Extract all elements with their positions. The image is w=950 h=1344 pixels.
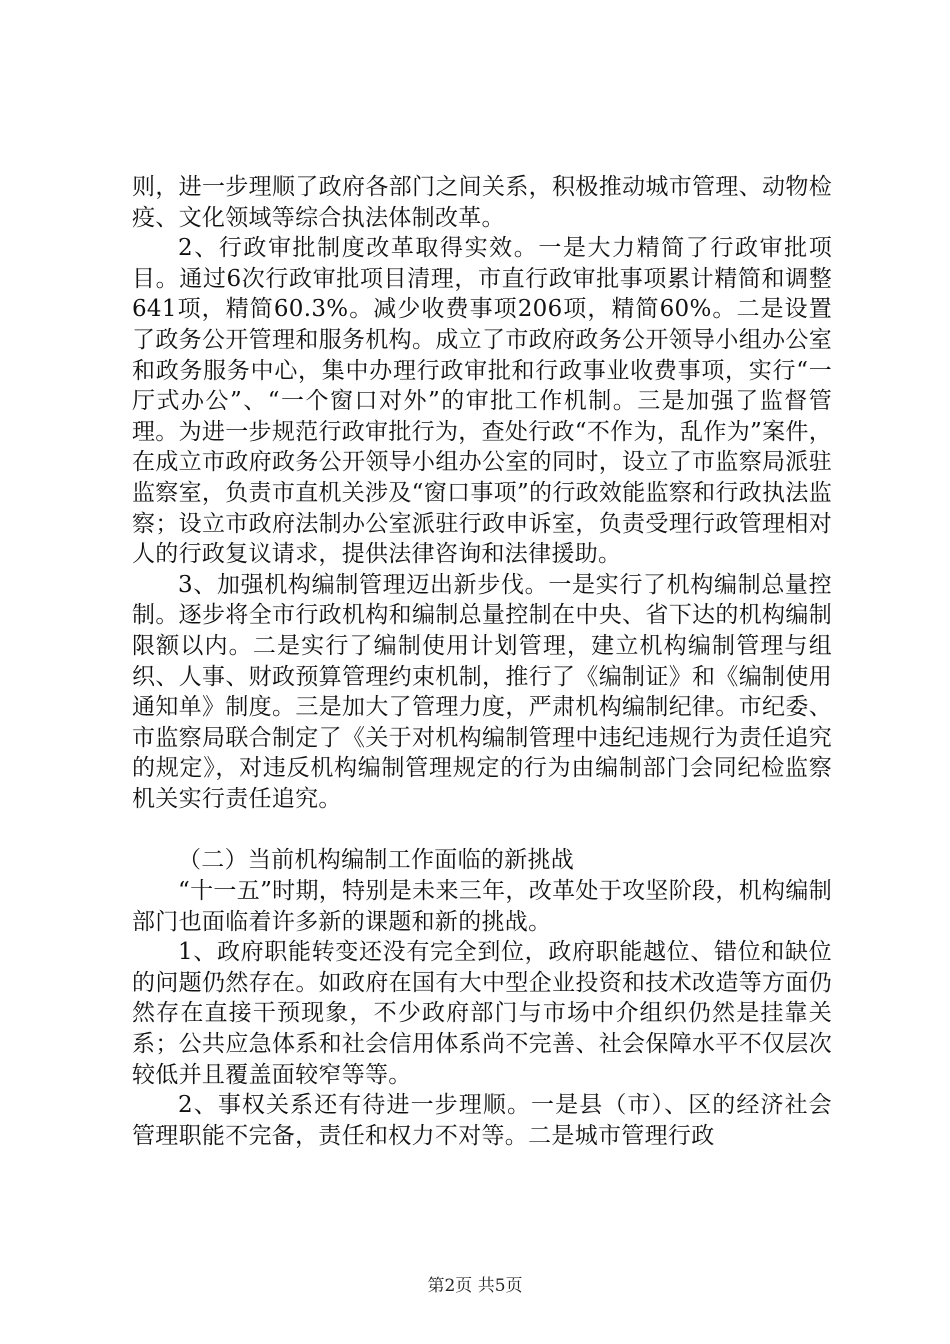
paragraph-approval-reform: 2、行政审批制度改革取得实效。一是大力精简了行政审批项目。通过6次行政审批项目清理，市直行政审批事项累计精简和调整641项，精简60.3%。减少收费事项206项，精简60%。二是设置了政务公开管理和服务机构。成立了市政府政务公开领导小组办公室和政务服务中心，集中办理行政审批和行政事业收费事项，实行“一厅式办公”、“一个窗口对外”的审批工作机制。三是加强了监督管理。为进一步规范行政审批行为，查处行政“不作为，乱作为”案件，在成立市政府政务公开领导小组办公室的同时，设立了市监察局派驻监察室，负责市直机关涉及“窗口事项”的行政效能监察和行政执法监察；设立市政府法制办公室派驻行政申诉室，负责受理行政管理相对人的行政复议请求，提供法律咨询和法律援助。	[132, 235, 832, 568]
paragraph-authority-relations: 2、事权关系还有待进一步理顺。一是县（市）、区的经济社会管理职能不完备，责任和权力不对等。二是城市管理行政	[132, 1092, 832, 1149]
paragraph-staffing-management: 3、加强机构编制管理迈出新步伐。一是实行了机构编制总量控制。逐步将全市行政机构和编制总量控制在中央、省下达的机构编制限额以内。二是实行了编制使用计划管理，建立机构编制管理与组织、人事、财政预算管理约束机制，推行了《编制证》和《编制使用通知单》制度。三是加大了管理力度，严肃机构编制纪律。市纪委、市监察局联合制定了《关于对机构编制管理中违纪违规行为责任追究的规定》，对违反机构编制管理规定的行为由编制部门会同纪检监察机关实行责任追究。	[132, 571, 832, 812]
document-body	[132, 172, 832, 1151]
section-heading: （二）当前机构编制工作面临的新挑战	[178, 847, 575, 874]
paragraph-government-functions: 1、政府职能转变还没有完全到位，政府职能越位、错位和缺位的问题仍然存在。如政府在国有大中型企业投资和技术改造等方面仍然存在直接干预现象，不少政府部门与市场中介组织仍然是挂靠关系；公共应急体系和社会信用体系尚不完善、社会保障水平不仅层次较低并且覆盖面较窄等等。	[132, 939, 832, 1088]
page-footer: 第2页 共5页	[427, 1276, 523, 1296]
paragraph-challenges-intro: “十一五”时期，特别是未来三年，改革处于攻坚阶段，机构编制部门也面临着许多新的课题和新的挑战。	[132, 878, 832, 935]
paragraph-continuation: 则，进一步理顺了政府各部门之间关系，积极推动城市管理、动物检疫、文化领域等综合执法体制改革。	[132, 174, 832, 231]
